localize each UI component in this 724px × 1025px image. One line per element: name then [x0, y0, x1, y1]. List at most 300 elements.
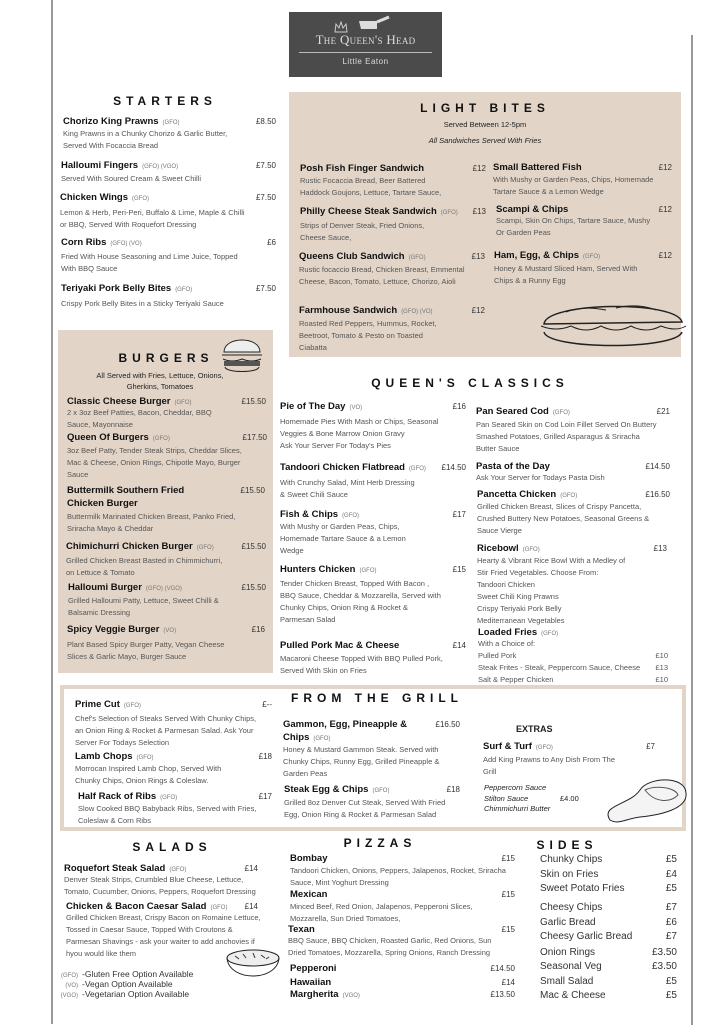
menu-item	[61, 282, 276, 308]
burgers-subtitle-1: All Served with Fries, Lettuce, Onions,	[96, 371, 224, 380]
item-price: £15.50	[241, 397, 266, 406]
description-line: With a Choice of:	[478, 639, 536, 648]
description-line: Chunky Chips, Runny Egg, Grilled Pineapple &	[283, 757, 440, 766]
item-price: £7	[646, 742, 655, 751]
description-line: Ask Your Server For Today's Pies	[280, 441, 391, 450]
item-name	[60, 191, 276, 206]
item-name	[280, 461, 466, 476]
item-price: £15	[501, 854, 515, 863]
side-name: Cheesy Garlic Bread	[540, 931, 633, 942]
item-name	[299, 304, 485, 319]
description-line: Fried With House Seasoning and Lime Juice, Topped	[61, 252, 238, 261]
item-description	[64, 874, 258, 898]
item-name-text: Fish & Chips	[280, 509, 339, 520]
left-border-line	[51, 0, 53, 1024]
item-name	[61, 236, 276, 251]
dietary-tags: (GFO)	[160, 795, 178, 801]
dietary-tags: (GFO)	[372, 788, 390, 794]
item-name	[283, 718, 423, 746]
description-line: Strips of Denver Steak, Fried Onions,	[300, 221, 425, 230]
item-description	[290, 901, 515, 925]
description-line: Tandoori Chicken	[477, 580, 535, 589]
item-price: £17	[452, 510, 466, 519]
description-line: Mediterranean Vegetables	[477, 616, 565, 625]
light-bites-note: All Sandwiches Served With Fries	[428, 136, 542, 145]
description-line: Tender Chicken Breast, Topped With Bacon ,	[280, 579, 430, 588]
side-name: Skin on Fries	[540, 869, 599, 880]
description-line: Beetroot, Tomato & Pesto on Toasted	[299, 331, 423, 340]
description-line: Sauce, Mint Yoghurt Dressing	[290, 878, 389, 887]
description-line: 3oz Beef Patty, Tender Steak Strips, Cheddar Slices,	[67, 446, 242, 455]
description-line: BBQ Sauce, BBQ Chicken, Roasted Garlic, Red Onions, Sun	[288, 936, 492, 945]
dietary-tags: (GFO)	[560, 493, 578, 499]
logo-subtitle: Little Eaton	[342, 57, 389, 66]
description-line: Grilled Halloumi Patty, Lettuce, Sweet Chilli &	[68, 596, 219, 605]
menu-item	[75, 750, 272, 785]
menu-item	[280, 639, 466, 675]
item-description	[67, 407, 266, 431]
dietary-tags: (GFO)	[535, 745, 553, 751]
side-price: £5	[665, 883, 677, 894]
item-name-text: Hawaiian	[290, 977, 332, 988]
item-price: £12	[471, 306, 485, 315]
dietary-tags: (GFO)	[408, 466, 426, 472]
description-line: Morrocan Inspired Lamb Chop, Served With	[75, 764, 222, 773]
option-price: £10	[655, 675, 668, 684]
description-line: Scampi, Skin On Chips, Tartare Sauce, Mushy	[496, 216, 651, 225]
item-price: £13	[472, 207, 486, 216]
dietary-tags: (GFO)	[552, 410, 570, 416]
description-line: Cheese Sauce,	[300, 233, 352, 242]
item-name-text: Ham, Egg, & Chips	[494, 250, 579, 261]
item-price: £15	[501, 890, 515, 899]
item-name-text: Ricebowl	[477, 543, 519, 554]
item-description	[284, 797, 460, 821]
item-name	[280, 563, 466, 578]
dietary-tags: (GFO)	[359, 568, 377, 574]
item-name	[299, 250, 485, 265]
menu-item	[67, 623, 265, 661]
item-price: £7.50	[255, 284, 276, 293]
item-description	[300, 175, 486, 199]
option-line	[478, 650, 668, 662]
description-line: Lemon & Herb, Peri-Peri, Buffalo & Lime, Maple & Chilli	[60, 208, 245, 217]
description-line: Server For Todays Selection	[75, 738, 170, 747]
legend-tag: (GFO)	[61, 973, 78, 979]
sides-title: SIDES	[536, 838, 598, 852]
menu-item	[68, 581, 266, 617]
logo-rule	[299, 52, 432, 53]
item-name-text: Prime Cut	[75, 699, 120, 710]
item-description	[67, 445, 267, 481]
description-line: Honey & Mustard Gammon Steak. Served with	[283, 745, 439, 754]
description-line: Ciabatta	[299, 343, 327, 352]
description-line: Parmesan Shavings - ask your waiter to add anchovies if	[66, 937, 255, 946]
item-description	[78, 803, 272, 827]
description-line: Ask Your Server for Todays Pasta Dish	[476, 473, 605, 482]
side-name: Seasonal Veg	[540, 961, 602, 972]
dietary-tags: (GFO)	[152, 436, 170, 442]
description-line: Rustic Focaccia Bread, Beer Battered	[300, 176, 426, 185]
description-line: With Mushy or Garden Peas, Chips,	[280, 522, 400, 531]
menu-item	[66, 540, 266, 577]
item-name-text: Hunters Chicken	[280, 564, 356, 575]
description-line: Chunky Chips, Onion Ring & Rocket &	[280, 603, 408, 612]
item-description	[68, 595, 266, 619]
description-line: With BBQ Sauce	[61, 264, 118, 273]
description-line: With Mushy or Garden Peas, Chips, Homemade	[493, 175, 654, 184]
menu-item	[63, 115, 276, 150]
option-price: £10	[655, 651, 668, 660]
description-line: Crushed Buttery New Potatoes, Seasonal Greens &	[477, 514, 650, 523]
item-name	[66, 540, 266, 555]
side-price: £6	[665, 917, 677, 928]
burgers-subtitle-2: Gherkins, Tomatoes	[126, 382, 194, 391]
option-name: Salt & Pepper Chicken	[478, 675, 554, 684]
burger-illustration	[220, 334, 264, 374]
item-name	[494, 249, 672, 264]
item-name-text: Posh Fish Finger Sandwich	[300, 163, 425, 174]
side-name: Small Salad	[540, 976, 594, 987]
item-name	[280, 400, 466, 415]
item-price: £13	[471, 252, 485, 261]
menu-item	[280, 508, 466, 555]
description-line: & Sweet Chili Sauce	[280, 490, 348, 499]
item-name	[61, 159, 276, 174]
description-line: Buttermilk Marinated Chicken Breast, Panko Fried,	[67, 512, 236, 521]
description-line: Butter Sauce	[476, 444, 520, 453]
side-price: £4	[665, 869, 677, 880]
item-name-text: Pulled Pork Mac & Cheese	[280, 640, 400, 651]
logo-title: The Queen's Head	[315, 32, 416, 47]
item-price: £7.50	[255, 193, 276, 202]
description-line: Parmesan Salad	[280, 615, 336, 624]
item-price: £17.50	[242, 433, 267, 442]
dietary-tags: (GFO)	[196, 545, 214, 551]
item-name	[67, 431, 267, 446]
item-name	[284, 783, 460, 798]
description-line: Grilled Chicken Breast Basted in Chimmichurri,	[66, 556, 223, 565]
item-name	[300, 205, 486, 220]
option-name: Steak Frites - Steak, Peppercorn Sauce, Cheese	[478, 663, 641, 672]
description-line: Roasted Red Peppers, Hummus, Rocket,	[299, 319, 437, 328]
legend-vgo	[54, 989, 189, 999]
description-line: Served With Soured Cream & Sweet Chilli	[61, 174, 202, 183]
item-name	[290, 962, 515, 975]
description-line: BBQ Sauce, Cheddar & Mozzarella, Served with	[280, 591, 441, 600]
description-line: Sauce	[67, 470, 89, 479]
item-description	[66, 555, 266, 579]
item-name-text: Lamb Chops	[75, 751, 133, 762]
item-description	[75, 713, 272, 749]
menu-item	[64, 862, 258, 896]
description-line: Dried Tomatoes, Mozzarella, Spring Onions, Ranch Dressing	[288, 948, 491, 957]
description-line: Grilled Chicken Breast, Slices of Crispy Pancetta,	[477, 502, 642, 511]
legend-text: -Gluten Free Option Available	[82, 969, 194, 979]
item-price: £16.50	[645, 490, 670, 499]
dietary-tags: (GFO)	[162, 120, 180, 126]
menu-item	[78, 790, 272, 825]
item-name	[67, 623, 265, 638]
side-item	[540, 902, 677, 916]
side-item	[540, 883, 677, 897]
extras-title: EXTRAS	[516, 724, 553, 734]
legend-tag: (VO)	[65, 983, 78, 989]
dietary-tags: (GFO)	[123, 703, 141, 709]
item-name	[68, 581, 266, 596]
description-line: Tandoori Chicken, Onions, Peppers, Jalapenos, Rocket, Sriracha	[290, 866, 506, 875]
description-line: Honey & Mustard Sliced Ham, Served With	[494, 264, 638, 273]
side-name: Cheesy Chips	[540, 902, 603, 913]
menu-item	[288, 923, 515, 957]
item-name-text: Halloumi Burger	[68, 582, 142, 593]
item-description	[290, 865, 515, 889]
legend-text: -Vegetarian Option Available	[82, 989, 190, 999]
item-name-text: Farmhouse Sandwich	[299, 305, 398, 316]
item-name	[67, 484, 207, 510]
salads-title: SALADS	[132, 840, 212, 854]
dietary-tags: (VGO)	[342, 993, 360, 999]
legend-tag: (VGO)	[60, 993, 78, 999]
description-line: With Crunchy Salad, Mint Herb Dressing	[280, 478, 415, 487]
item-name-text: Tandoori Chicken Flatbread	[280, 462, 405, 473]
side-price: £5	[665, 976, 677, 987]
item-price: £15	[452, 565, 466, 574]
item-name-text: Small Battered Fish	[493, 162, 582, 173]
description-line: Minced Beef, Red Onion, Jalapenos, Pepperoni Slices,	[290, 902, 473, 911]
description-line: Denver Steak Strips, Crumbled Blue Cheese, Lettuce,	[64, 875, 244, 884]
dietary-tags: (GFO) (VO)	[401, 309, 433, 315]
item-description	[280, 578, 466, 626]
description-line: on Lettuce & Tomato	[66, 568, 135, 577]
description-line: Mac & Cheese, Onion Rings, Chipotle Mayo, Burger	[67, 458, 241, 467]
burgers-title: BURGERS	[118, 351, 214, 365]
item-price: £12	[658, 251, 672, 260]
dietary-tags: (GFO)	[408, 255, 426, 261]
description-line: Slices & Garlic Mayo, Burger Sauce	[67, 652, 187, 661]
dietary-tags: (GFO)	[174, 400, 192, 406]
menu-item	[493, 161, 672, 196]
item-description	[61, 251, 276, 275]
side-item	[540, 931, 677, 945]
item-description	[300, 220, 486, 244]
description-line: Hearty & Vibrant Rice Bowl With a Medley of	[477, 556, 626, 565]
item-description	[60, 207, 276, 231]
description-line: Plant Based Spicy Burger Patty, Vegan Cheese	[67, 640, 225, 649]
description-line: Tartare Sauce & a Lemon Wedge	[493, 187, 604, 196]
item-description	[493, 174, 672, 198]
item-description	[280, 653, 466, 677]
description-line: Grill	[483, 767, 497, 776]
dietary-tags: (GFO)	[132, 196, 150, 202]
item-name-text: Bombay	[290, 853, 328, 864]
item-name-text: Steak Egg & Chips	[284, 784, 369, 795]
item-price: £8.50	[255, 117, 276, 126]
side-item	[540, 917, 677, 931]
menu-item	[300, 162, 486, 197]
sauce-chimichurri: Chimmichurri Butter	[484, 804, 551, 813]
sauce-stilton: Stilton Sauce	[484, 794, 529, 803]
item-price: £16	[452, 402, 466, 411]
description-line: Homemade Tartare Sauce & a Lemon	[280, 534, 406, 543]
description-line: Macaroni Cheese Topped With BBQ Pulled Pork,	[280, 654, 443, 663]
dietary-tags: (GFO)	[582, 254, 600, 260]
menu-item	[299, 250, 485, 286]
item-description	[483, 754, 655, 778]
item-name-text: Loaded Fries	[478, 627, 538, 638]
menu-item	[284, 783, 460, 819]
menu-item	[66, 900, 261, 958]
description-line: Add King Prawns to Any Dish From The	[483, 755, 616, 764]
menu-item	[290, 988, 515, 1000]
description-line: an Onion Ring & Rocket & Parmesan Salad. Ask Your	[75, 726, 254, 735]
item-price: £18	[258, 752, 272, 761]
item-description	[280, 521, 466, 557]
side-item	[540, 947, 677, 961]
side-price: £3.50	[651, 961, 677, 972]
item-name-text: Queen Of Burgers	[67, 432, 149, 443]
menu-item	[483, 740, 655, 776]
side-name: Sweet Potato Fries	[540, 883, 625, 894]
description-line: Sriracha Mayo & Cheddar	[67, 524, 154, 533]
description-line: Homemade Pies With Mash or Chips, Seasonal	[280, 417, 439, 426]
description-line: King Prawns in a Chunky Chorizo & Garlic Butter,	[63, 129, 228, 138]
legend-text: -Vegan Option Available	[82, 979, 173, 989]
description-line: Slow Cooked BBQ Babyback Ribs, Served with Fries,	[78, 804, 257, 813]
menu-item	[67, 484, 265, 533]
side-item	[540, 976, 677, 990]
dietary-tags: (GFO)	[342, 513, 360, 519]
item-price: £12	[658, 205, 672, 214]
item-price: £7.50	[255, 161, 276, 170]
menu-item	[67, 431, 267, 479]
item-price: £14	[244, 902, 258, 911]
description-line: Mozzarella, Sun Dried Tomatoes,	[290, 914, 401, 923]
side-name: Onion Rings	[540, 947, 596, 958]
dietary-tags: (GFO)	[541, 631, 559, 637]
item-description	[61, 173, 276, 185]
menu-item	[61, 236, 276, 273]
item-price: £15	[501, 925, 515, 934]
item-name-text: Corn Ribs	[61, 237, 107, 248]
item-name-text: Pasta of the Day	[476, 461, 550, 472]
side-item	[540, 854, 677, 868]
menu-item	[494, 249, 672, 285]
description-line: Egg, Onion Ring & Rocket & Parmesan Salad	[284, 810, 437, 819]
item-name-text: Pie of The Day	[280, 401, 346, 412]
item-price: £--	[262, 700, 272, 709]
description-line: Veggies & Bone Marrow Onion Gravy	[280, 429, 405, 438]
item-description	[478, 638, 668, 686]
dietary-tags: (GFO)	[169, 867, 187, 873]
side-price: £7	[665, 902, 677, 913]
item-name-text: Buttermilk Southern Fried Chicken Burger	[67, 485, 185, 509]
item-description	[63, 128, 276, 152]
item-name-text: Mexican	[290, 889, 328, 900]
item-description	[494, 263, 672, 287]
menu-item	[290, 962, 515, 974]
description-line: or BBQ, Served With Roquefort Dressing	[60, 220, 197, 229]
right-border-line	[691, 35, 693, 1025]
dietary-tags: (GFO) (VGO)	[145, 586, 182, 592]
side-item	[540, 961, 677, 975]
item-name	[290, 888, 515, 901]
item-description	[66, 912, 261, 960]
item-name-text: Roquefort Steak Salad	[64, 863, 166, 874]
description-line: Coleslaw & Corn Ribs	[78, 816, 151, 825]
item-description	[477, 555, 667, 627]
description-line: Cheese, Bacon, Tomato, Lettuce, Chorizo, Aioli	[299, 277, 456, 286]
item-name-text: Chimichurri Chicken Burger	[66, 541, 193, 552]
option-price: £13	[655, 663, 668, 672]
item-description	[299, 318, 485, 354]
option-line	[478, 674, 668, 686]
side-name: Garlic Bread	[540, 917, 596, 928]
item-description	[283, 744, 460, 780]
description-line: Smashed Potatoes, Grilled Asparagus & Sriracha	[476, 432, 640, 441]
item-name-text: Classic Cheese Burger	[67, 396, 171, 407]
item-name-text: Surf & Turf	[483, 741, 532, 752]
menu-item	[477, 542, 667, 625]
description-line: 2 x 3oz Beef Patties, Bacon, Cheddar, BBQ	[67, 408, 212, 417]
item-price: £13	[653, 544, 667, 553]
menu-item	[280, 461, 466, 499]
menu-item	[299, 304, 485, 352]
item-price: £13.50	[490, 990, 515, 999]
description-line: Sauce, Mayonnaise	[67, 420, 133, 429]
light-bites-subtitle: Served Between 12-5pm	[443, 120, 527, 129]
item-name	[290, 988, 515, 1003]
menu-item	[280, 563, 466, 624]
item-price: £14.50	[645, 462, 670, 471]
item-name-text: Scampi & Chips	[496, 204, 569, 215]
item-description	[288, 935, 515, 959]
menu-item	[478, 626, 668, 684]
item-price: £14	[452, 641, 466, 650]
item-name	[290, 852, 515, 865]
menu-item	[280, 400, 466, 450]
menu-item	[67, 395, 266, 429]
menu-item	[476, 460, 670, 482]
description-line: Sauce Vierge	[477, 526, 522, 535]
item-price: £14	[501, 978, 515, 987]
option-line	[478, 662, 668, 674]
description-line: Chunky Chips, Onion Rings & Coleslaw.	[75, 776, 209, 785]
item-name-text: Philly Cheese Steak Sandwich	[300, 206, 437, 217]
side-name: Chunky Chips	[540, 854, 603, 865]
side-name: Mac & Cheese	[540, 990, 606, 1001]
dietary-tags: (GFO)	[210, 905, 228, 911]
item-name-text: Chicken Wings	[60, 192, 129, 203]
item-name-text: Texan	[288, 924, 315, 935]
description-line: Chips & a Runny Egg	[494, 276, 566, 285]
pizzas-title: PIZZAS	[343, 836, 417, 850]
legend-vo	[54, 979, 173, 989]
item-name-text: Queens Club Sandwich	[299, 251, 405, 262]
item-name	[476, 405, 670, 420]
dietary-tags: (GFO)	[175, 287, 193, 293]
description-line: Crispy Teriyaki Pork Belly	[477, 604, 562, 613]
dietary-tags: (VO)	[349, 405, 363, 411]
light-bites-title: LIGHT BITES	[420, 101, 550, 115]
description-line: Garden Peas	[283, 769, 328, 778]
logo	[289, 12, 442, 77]
item-price: £6	[267, 238, 276, 247]
item-description	[299, 264, 485, 288]
side-item	[540, 990, 677, 1004]
description-line: Grilled Chicken Breast, Crispy Bacon on Romaine Lettuce,	[66, 913, 261, 922]
item-name	[280, 639, 466, 652]
